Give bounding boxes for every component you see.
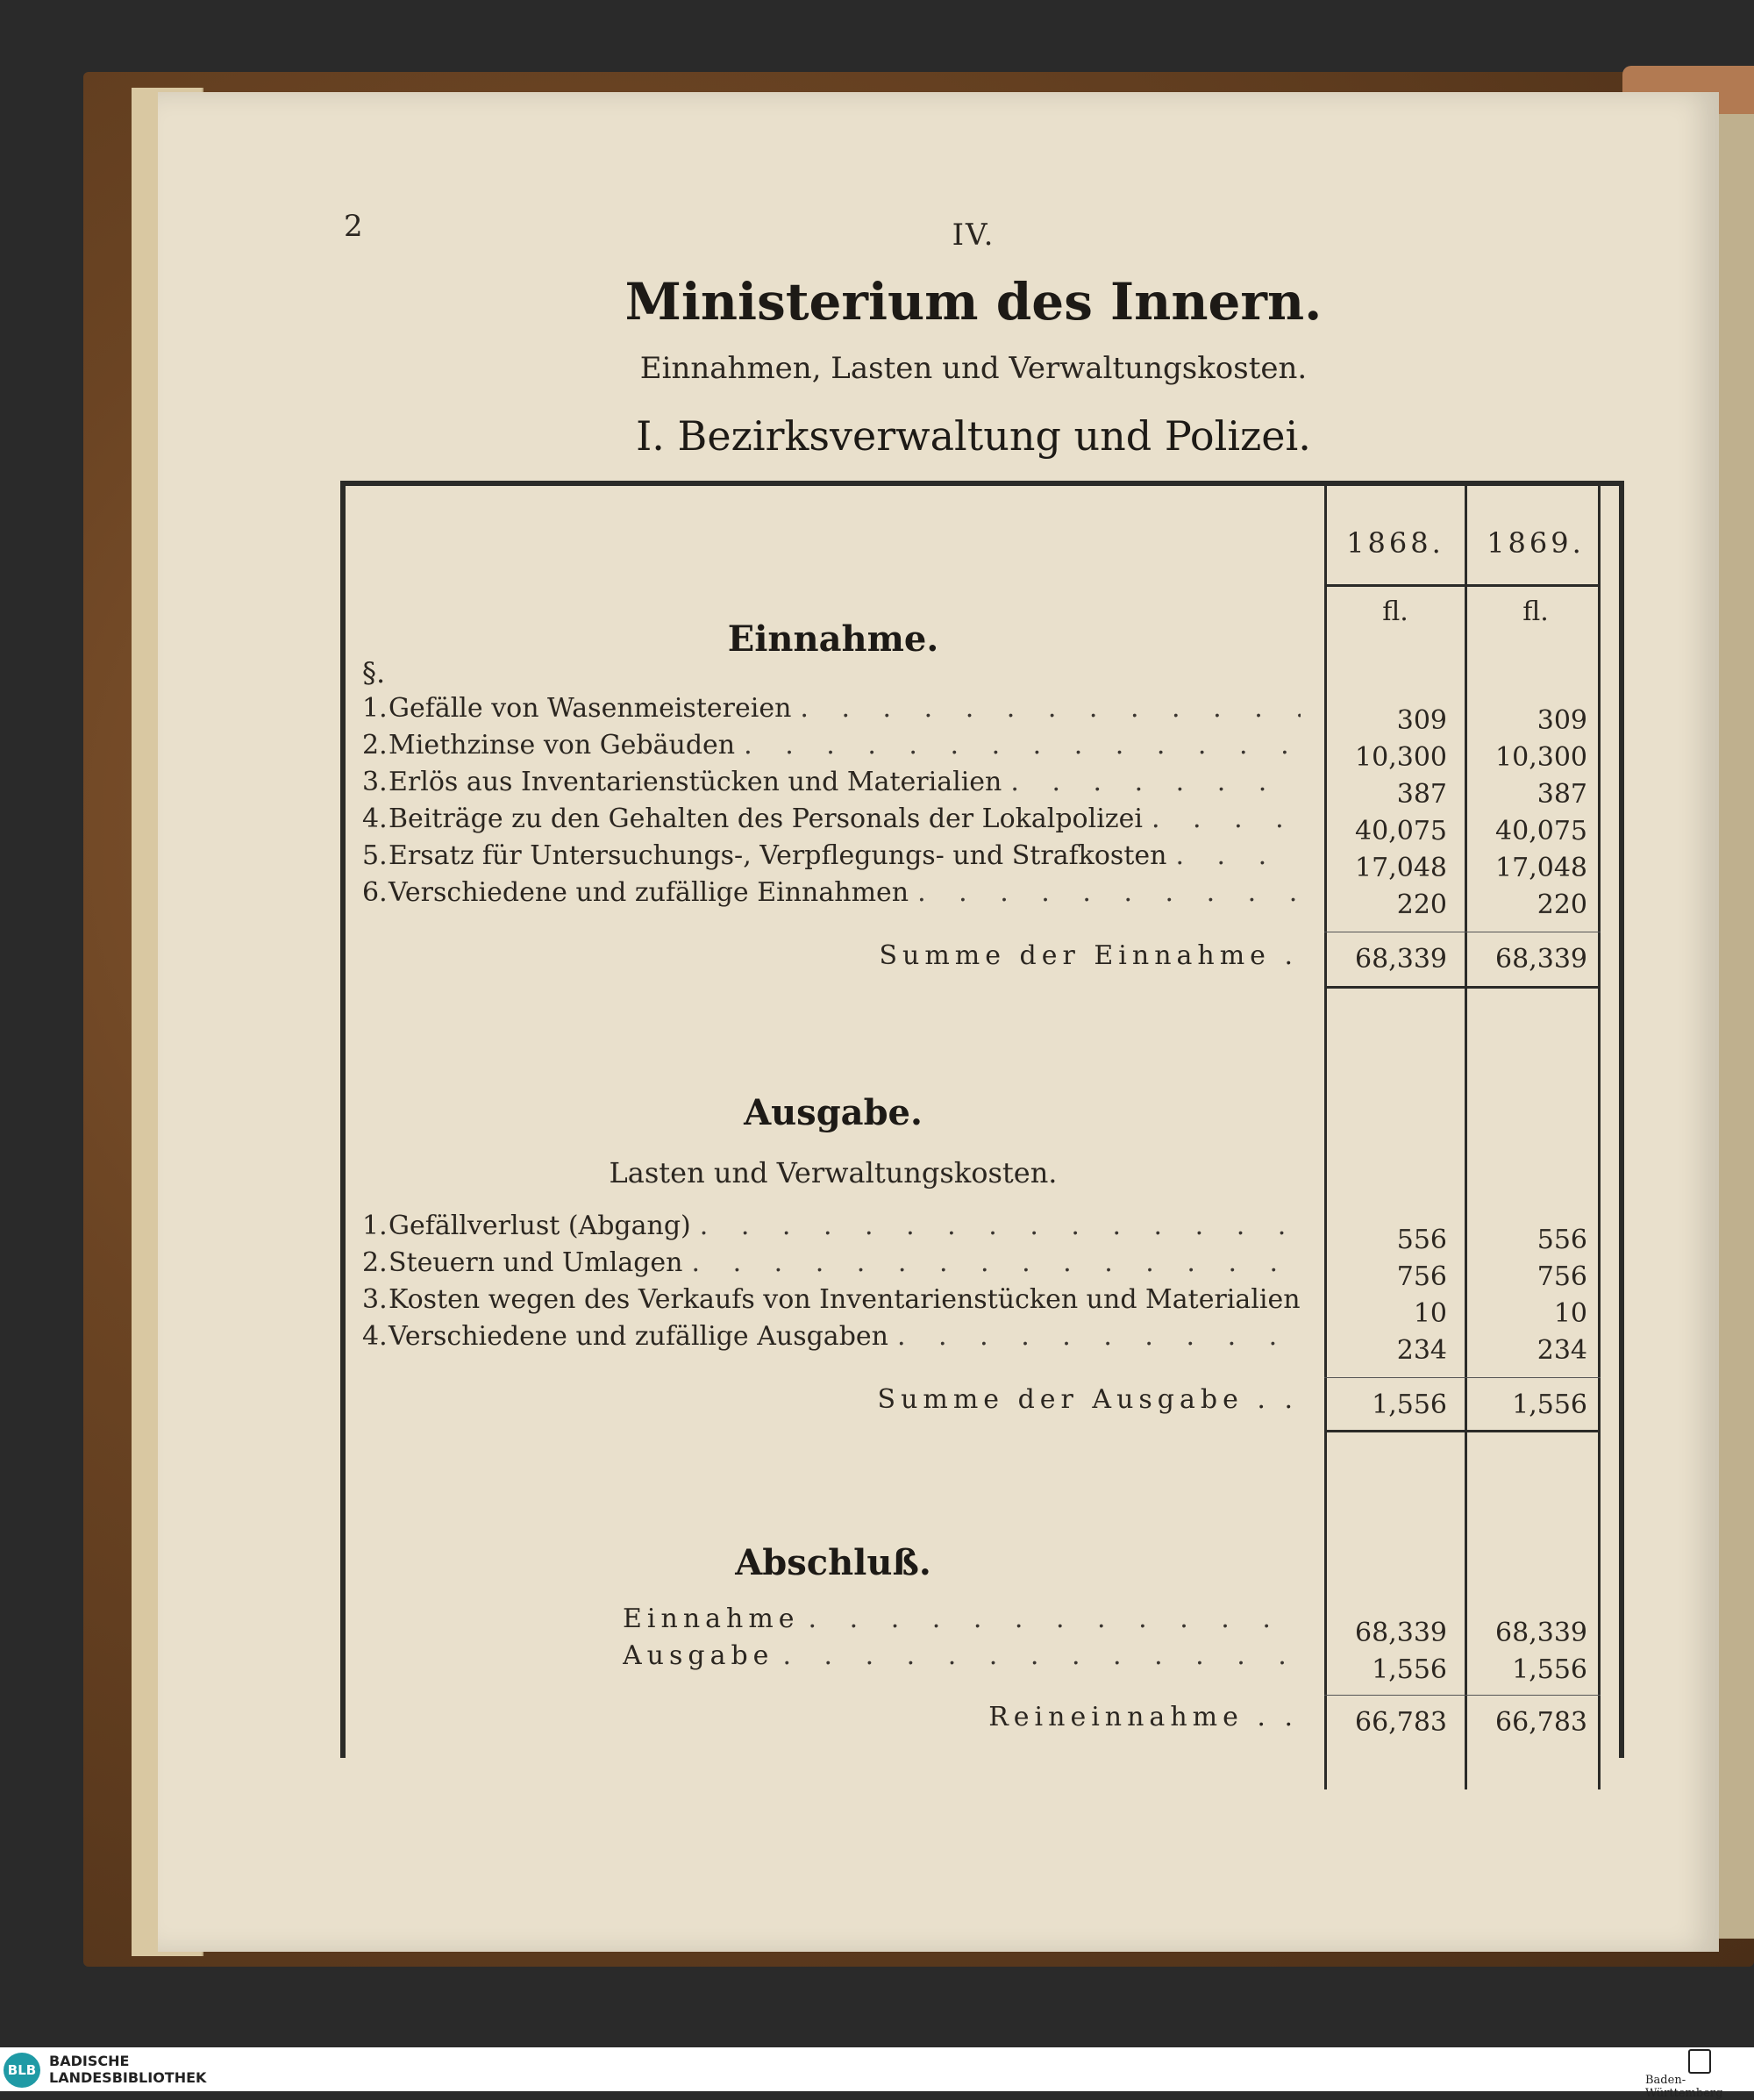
- page-number: 2: [344, 209, 363, 244]
- column-divider: [1324, 481, 1327, 1789]
- value-1868: 10,300: [1355, 742, 1447, 773]
- year-1868-header: 1868.: [1346, 526, 1444, 560]
- table-row: Einnahme . . .: [623, 1604, 1301, 1640]
- ausgabe-subheading: Lasten und Verwaltungskosten.: [609, 1156, 1058, 1189]
- column-divider: [1598, 481, 1601, 1789]
- value-1869: 556: [1537, 1225, 1587, 1255]
- paragraph-sign: §.: [362, 656, 386, 689]
- value-1869: 309: [1537, 705, 1587, 736]
- einnahme-sum-1868: 68,339: [1355, 944, 1447, 975]
- year-1869-header: 1869.: [1487, 526, 1585, 560]
- value-1869: 234: [1537, 1335, 1587, 1366]
- abschluss-heading: Abschluß.: [735, 1542, 931, 1583]
- einnahme-sum-1869: 68,339: [1495, 944, 1587, 975]
- value-1868: 234: [1396, 1335, 1447, 1366]
- value-1868: 756: [1396, 1261, 1447, 1292]
- section-title: I. Bezirksverwaltung und Polizei.: [636, 412, 1311, 460]
- section-rule: [1324, 986, 1601, 989]
- table-row: 4. Beiträge zu den Gehalten des Personals der Lokalpolizei . . .: [362, 804, 1301, 840]
- page-title: Ministerium des Innern.: [624, 272, 1323, 332]
- sum-rule: [1324, 1377, 1601, 1378]
- state-label: Baden-Württemberg: [1645, 2074, 1723, 2100]
- footer-bar: [0, 2047, 1754, 2091]
- value-1868: 387: [1396, 779, 1447, 810]
- sum-rule: [1324, 1695, 1601, 1696]
- value-1869: 220: [1537, 889, 1587, 920]
- abschluss-einnahme-1868: 68,339: [1355, 1618, 1447, 1648]
- table-row: 5. Ersatz für Untersuchungs-, Verpflegungs- und Strafkosten . . .: [362, 840, 1301, 877]
- coat-of-arms-icon: [1688, 2049, 1711, 2074]
- table-row: 2. Miethzinse von Gebäuden . . .: [362, 730, 1301, 767]
- ausgabe-sum-label: Summe der Ausgabe . .: [877, 1384, 1298, 1415]
- table-row: 3. Kosten wegen des Verkaufs von Inventarienstücken und Materialien: [362, 1284, 1301, 1315]
- table-row: 3. Erlös aus Inventarienstücken und Materialien . . .: [362, 767, 1301, 804]
- value-1869: 10,300: [1495, 742, 1587, 773]
- table-row: 1. Gefällverlust (Abgang) . . .: [362, 1211, 1301, 1247]
- section-rule: [1324, 1430, 1601, 1432]
- library-name[interactable]: BADISCHE LANDESBIBLIOTHEK: [49, 2053, 207, 2086]
- table-row: Ausgabe . . .: [623, 1640, 1301, 1677]
- table-row: 6. Verschiedene und zufällige Einnahmen . . .: [362, 877, 1301, 914]
- header-rule: [1324, 584, 1601, 587]
- ausgabe-sum-1869: 1,556: [1512, 1389, 1587, 1420]
- page-gutter: [1719, 114, 1754, 1939]
- value-1868: 40,075: [1355, 816, 1447, 846]
- reineinnahme-1869: 66,783: [1495, 1707, 1587, 1738]
- value-1869: 10: [1553, 1298, 1587, 1329]
- table-row: 1. Gefälle von Wasenmeistereien . . .: [362, 693, 1301, 730]
- abschluss-einnahme-1869: 68,339: [1495, 1618, 1587, 1648]
- table-row: 4. Verschiedene und zufällige Ausgaben . . .: [362, 1321, 1301, 1358]
- value-1869: 756: [1537, 1261, 1587, 1292]
- page-subtitle: Einnahmen, Lasten und Verwaltungskosten.: [639, 351, 1308, 386]
- value-1869: 387: [1537, 779, 1587, 810]
- value-1869: 17,048: [1495, 853, 1587, 883]
- value-1868: 10: [1413, 1298, 1447, 1329]
- column-divider: [1465, 481, 1467, 1789]
- reineinnahme-1868: 66,783: [1355, 1707, 1447, 1738]
- unit-1868: fl.: [1382, 596, 1408, 627]
- blb-logo-icon[interactable]: BLB: [4, 2053, 40, 2088]
- value-1868: 220: [1396, 889, 1447, 920]
- value-1868: 17,048: [1355, 853, 1447, 883]
- abschluss-ausgabe-1869: 1,556: [1512, 1654, 1587, 1685]
- value-1868: 309: [1396, 705, 1447, 736]
- ausgabe-heading: Ausgabe.: [744, 1092, 923, 1133]
- einnahme-heading: Einnahme.: [727, 618, 939, 660]
- value-1869: 40,075: [1495, 816, 1587, 846]
- part-numeral: IV.: [952, 218, 995, 253]
- einnahme-sum-label: Summe der Einnahme .: [879, 940, 1298, 971]
- unit-1869: fl.: [1522, 596, 1549, 627]
- abschluss-ausgabe-1868: 1,556: [1372, 1654, 1447, 1685]
- value-1868: 556: [1396, 1225, 1447, 1255]
- ausgabe-sum-1868: 1,556: [1372, 1389, 1447, 1420]
- reineinnahme-label: Reineinnahme . .: [988, 1702, 1298, 1732]
- table-row: 2. Steuern und Umlagen . . .: [362, 1247, 1301, 1284]
